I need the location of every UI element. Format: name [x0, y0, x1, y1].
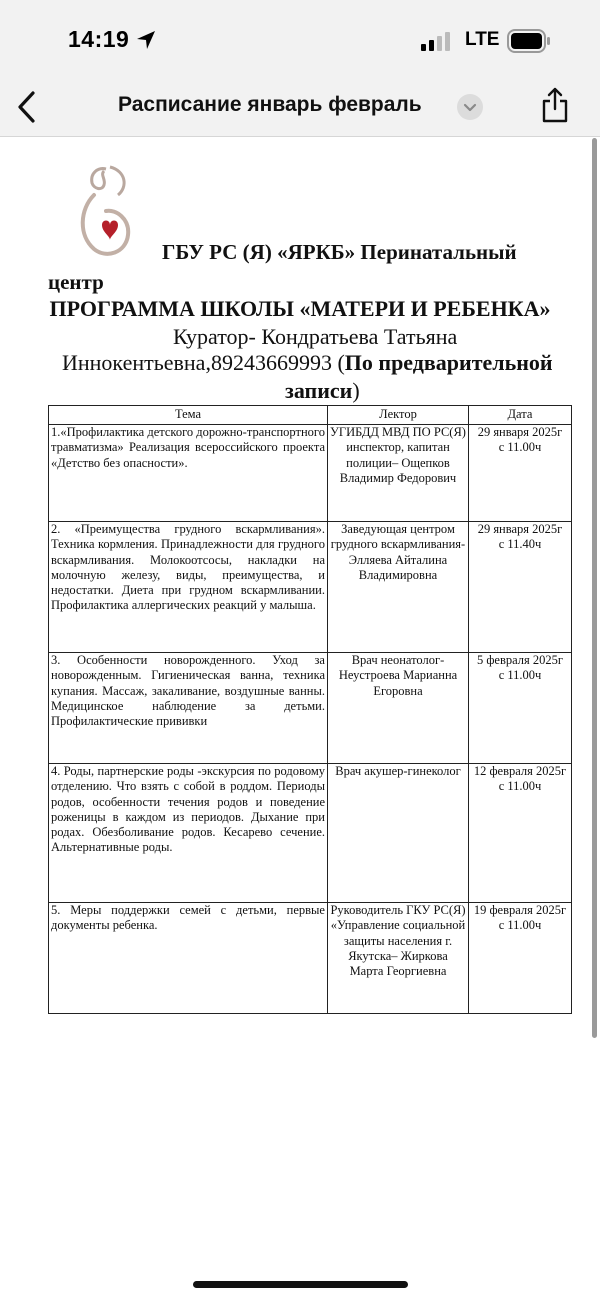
- topic-cell: 4. Роды, партнерские роды -экскурсия по родовому отделению. Что взять с собой в роддом. Периоды родов, особенности течения родов и поведение роженицы в каждом из периодов. Дыхание при родах. Обезболивание родов. Кесарево сечение. Альтернативные роды.: [49, 764, 328, 903]
- battery-icon: [507, 29, 551, 53]
- date-time: с 11.00ч: [498, 668, 542, 683]
- status-bar: [0, 0, 600, 80]
- organization-name: ГБУ РС (Я) «ЯРКБ» Перинатальный: [162, 240, 517, 264]
- home-indicator[interactable]: [193, 1281, 408, 1288]
- date-day: 29 января 2025г: [477, 522, 563, 536]
- date-time: с 11.00ч: [498, 918, 542, 933]
- pregnant-woman-heart-logo: [72, 165, 134, 259]
- topic-cell: 1.«Профилактика детского дорожно-транспортного травматизма» Реализация всероссийского проекта «Детство без опасности».: [49, 425, 328, 522]
- table-row: [49, 903, 572, 1014]
- header-lecturer: Лектор: [328, 406, 469, 425]
- document-title[interactable]: Расписание январь февраль: [118, 93, 422, 116]
- table-row: [49, 425, 572, 522]
- share-icon[interactable]: [540, 86, 570, 124]
- header-topic: Тема: [49, 406, 328, 425]
- organization-name-cont: центр: [48, 270, 104, 294]
- preregistration-note-cont: записи: [285, 378, 353, 403]
- lecturer-cell: Врач акушер-гинеколог: [328, 764, 469, 903]
- curator-line-2: [62, 350, 553, 376]
- scrollbar[interactable]: [592, 138, 597, 1038]
- curator-line-1: Куратор- Кондратьева Татьяна: [173, 324, 458, 349]
- table-row: [49, 764, 572, 903]
- date-time: с 11.00ч: [498, 779, 542, 794]
- table-header-row: [49, 406, 572, 425]
- date-time: с 11.40ч: [498, 537, 542, 552]
- curator-contact: Иннокентьевна,89243669993 (: [62, 350, 345, 375]
- lecturer-cell: Заведующая центром грудного вскармливания- Элляева Айталина Владимировна: [328, 522, 469, 653]
- table-row: [49, 522, 572, 653]
- date-day: 29 января 2025г: [477, 425, 563, 439]
- back-chevron-icon[interactable]: [16, 90, 38, 124]
- date-cell: [469, 425, 572, 522]
- lecturer-cell: Врач неонатолог- Неустроева Марианна Егоровна: [328, 653, 469, 764]
- date-cell: [469, 522, 572, 653]
- chevron-down-icon[interactable]: [457, 94, 483, 120]
- date-day: 19 февраля 2025г: [473, 903, 567, 917]
- closing-paren: ): [352, 378, 360, 403]
- curator-line-3: [285, 378, 360, 404]
- network-type: LTE: [465, 29, 500, 50]
- table-row: [49, 653, 572, 764]
- navigation-bar: [0, 80, 600, 137]
- topic-cell: 3. Особенности новорожденного. Уход за новорожденным. Гигиеническая ванна, техника купания. Массаж, закаливание, воздушные ванны. Медицинское наблюдение за детьми. Профилактические прививки: [49, 653, 328, 764]
- status-time: 14:19: [68, 26, 130, 52]
- topic-cell: 5. Меры поддержки семей с детьми, первые документы ребенка.: [49, 903, 328, 1014]
- header-date: Дата: [469, 406, 572, 425]
- lecturer-cell: УГИБДД МВД ПО РС(Я) инспектор, капитан полиции– Ощепков Владимир Федорович: [328, 425, 469, 522]
- date-time: с 11.00ч: [498, 440, 542, 455]
- date-day: 12 февраля 2025г: [473, 764, 567, 778]
- preregistration-note: По предварительной: [344, 350, 553, 375]
- program-title: ПРОГРАММА ШКОЛЫ «МАТЕРИ И РЕБЕНКА»: [49, 296, 551, 321]
- date-cell: [469, 764, 572, 903]
- topic-cell: 2. «Преимущества грудного вскармливания». Техника кормления. Принадлежности для грудного вскармливания. Молокоотсосы, накладки на молочную железу, виды, преимущества, и недостатки. Диета при грудном вскармливании. Профилактика аллергических реакций у малыша.: [49, 522, 328, 653]
- date-cell: [469, 903, 572, 1014]
- lecturer-cell: Руководитель ГКУ РС(Я) «Управление социальной защиты населения г. Якутска– Жиркова Марта Георгиевна: [328, 903, 469, 1014]
- date-cell: [469, 653, 572, 764]
- schedule-table: [48, 405, 572, 1014]
- location-arrow-icon: [135, 29, 157, 51]
- cellular-signal-icon: [421, 31, 453, 51]
- date-day: 5 февраля 2025г: [476, 653, 564, 667]
- document-page: [0, 137, 600, 1267]
